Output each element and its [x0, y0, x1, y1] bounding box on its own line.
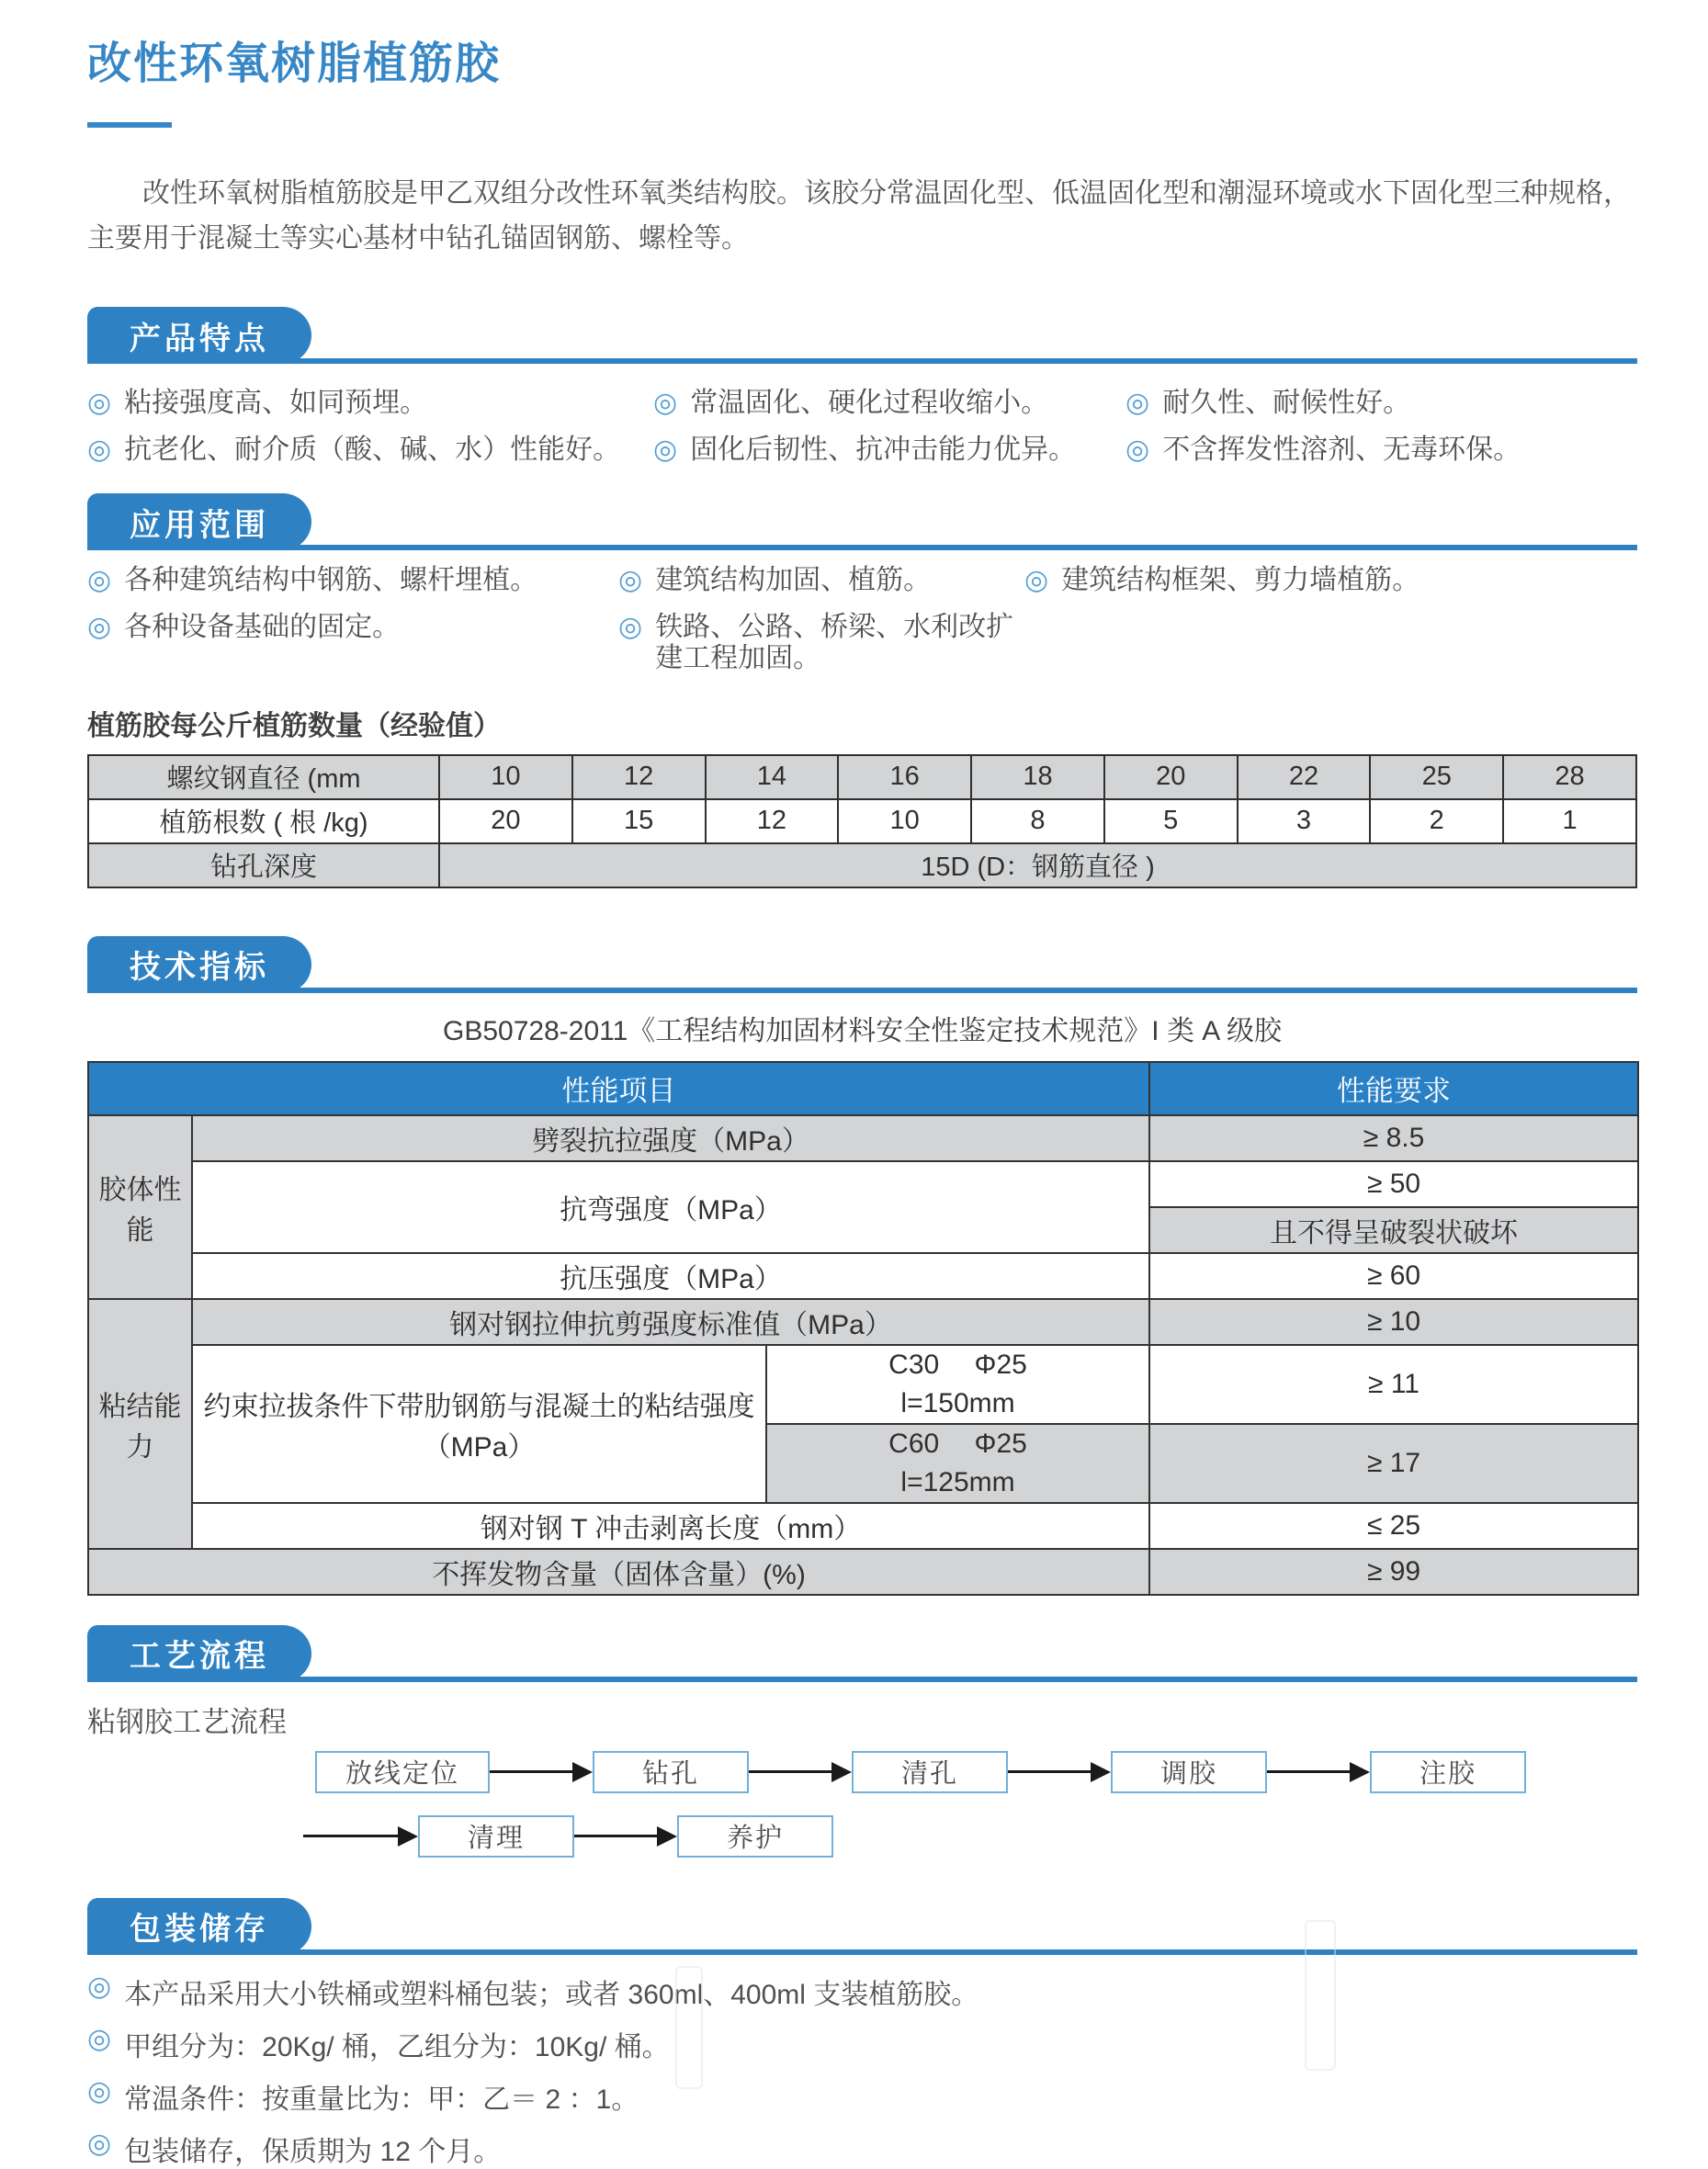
- condition-line: l=150mm: [900, 1387, 1015, 1418]
- rebar-diameter-value: 25: [1370, 755, 1503, 799]
- rebar-count-label: 植筋根数 ( 根 /kg): [88, 799, 439, 843]
- rebar-diameter-value: 14: [706, 755, 839, 799]
- page-title: 改性环氧树脂植筋胶: [87, 40, 502, 88]
- process-flow-row-1: [315, 1751, 1637, 1793]
- rebar-diameter-value: 18: [971, 755, 1104, 799]
- feature-text: 耐久性、耐候性好。: [1162, 388, 1411, 419]
- flow-step: 钻孔: [593, 1751, 749, 1793]
- list-item: [618, 612, 1024, 675]
- bullseye-bullet-icon: ◎: [87, 434, 112, 465]
- section-underline: [87, 988, 1637, 993]
- application-text: 建筑结构加固、植筋。: [655, 565, 932, 596]
- list-item: [618, 565, 1024, 597]
- condition-line: l=125mm: [900, 1466, 1015, 1497]
- rebar-count-value: 10: [838, 799, 971, 843]
- property-label: 抗弯强度（MPa）: [192, 1161, 1149, 1253]
- bullseye-bullet-icon: ◎: [87, 2075, 112, 2107]
- table-row: [88, 1115, 1638, 1161]
- section-header-features: [87, 301, 1637, 364]
- list-item: [1024, 565, 1637, 597]
- section-header-process: [87, 1620, 1637, 1682]
- property-label: 钢对钢拉伸抗剪强度标准值（MPa）: [192, 1299, 1149, 1345]
- title-underline: [87, 122, 172, 128]
- intro-paragraph: 改性环氧树脂植筋胶是甲乙双组分改性环氧类结构胶。该胶分常温固化型、低温固化型和潮湿环境或水下固化型三种规格，主要用于混凝土等实心基材中钻孔锚固钢筋、螺栓等。: [87, 178, 1631, 254]
- col-header-item: 性能项目: [88, 1062, 1149, 1115]
- rebar-diameter-value: 10: [439, 755, 572, 799]
- bullseye-bullet-icon: ◎: [87, 388, 112, 419]
- bullseye-bullet-icon: ◎: [1024, 565, 1049, 596]
- bullseye-bullet-icon: ◎: [87, 1971, 112, 2002]
- col-header-requirement: 性能要求: [1149, 1062, 1638, 1115]
- list-item: [87, 388, 653, 420]
- process-flow-row-2: [303, 1815, 1637, 1858]
- section-tab-process: [87, 1625, 311, 1682]
- faint-watermark: [675, 1966, 703, 2089]
- bullseye-bullet-icon: ◎: [653, 388, 678, 419]
- section-tab-features: [87, 307, 311, 364]
- arrow-right-icon: [749, 1770, 831, 1773]
- section-header-packaging: [87, 1892, 1637, 1955]
- rebar-table-title: 植筋胶每公斤植筋数量（经验值）: [87, 710, 501, 741]
- feature-text: 固化后韧性、抗冲击能力优异。: [690, 434, 1077, 465]
- tech-standard-caption: GB50728-2011《工程结构加固材料安全性鉴定技术规范》I 类 A 级胶: [443, 1015, 1282, 1046]
- feature-text: 常温固化、硬化过程收缩小。: [690, 388, 1049, 419]
- rebar-count-value: 5: [1104, 799, 1238, 843]
- section-tab-applications: [87, 493, 311, 550]
- requirement-value: ≥ 8.5: [1149, 1115, 1638, 1161]
- packaging-text: 本产品采用大小铁桶或塑料桶包装；或者 360ml、400ml 支装植筋胶。: [124, 1979, 979, 2010]
- faint-watermark: [1305, 1920, 1336, 2071]
- table-header-row: [88, 1062, 1638, 1115]
- application-text: 铁路、公路、桥梁、水利改扩建工程加固。: [655, 611, 1014, 674]
- requirement-value: ≤ 25: [1149, 1503, 1638, 1549]
- table-row: [88, 1503, 1638, 1549]
- table-row: [88, 799, 1636, 843]
- rebar-diameter-value: 16: [838, 755, 971, 799]
- requirement-value: ≥ 10: [1149, 1299, 1638, 1345]
- list-item: [87, 565, 618, 597]
- list-item: [87, 612, 618, 675]
- rebar-count-value: 1: [1503, 799, 1636, 843]
- rebar-count-table: [87, 754, 1637, 888]
- condition-line: C60 Φ25: [888, 1428, 1027, 1459]
- features-list: [87, 388, 1637, 466]
- test-condition: [766, 1345, 1149, 1424]
- list-item: [87, 2129, 1637, 2169]
- section-underline: [87, 1949, 1637, 1955]
- arrow-right-icon: [1008, 1770, 1091, 1773]
- rebar-diameter-value: 22: [1238, 755, 1371, 799]
- tech-spec-table: [87, 1061, 1639, 1596]
- section-title-applications: 应用范围: [130, 507, 269, 543]
- bullseye-bullet-icon: ◎: [618, 565, 643, 596]
- table-row: [88, 843, 1636, 887]
- bullseye-bullet-icon: ◎: [618, 611, 643, 642]
- test-condition: [766, 1424, 1149, 1503]
- section-tab-tech: [87, 936, 311, 993]
- group-label-bonding-capacity: 粘结能力: [88, 1299, 192, 1549]
- table-row: [88, 1161, 1638, 1207]
- arrow-right-icon: [490, 1770, 572, 1773]
- section-header-applications: [87, 488, 1637, 550]
- property-label: 不挥发物含量（固体含量）(%): [88, 1549, 1149, 1595]
- flow-step: 清孔: [852, 1751, 1008, 1793]
- packaging-list: [87, 1971, 1637, 2169]
- bullseye-bullet-icon: ◎: [1125, 388, 1150, 419]
- section-underline: [87, 545, 1637, 550]
- rebar-count-value: 12: [706, 799, 839, 843]
- section-tab-packaging: [87, 1898, 311, 1955]
- bullseye-bullet-icon: ◎: [87, 565, 112, 596]
- drill-depth-label: 钻孔深度: [88, 843, 439, 887]
- table-row: [88, 755, 1636, 799]
- section-underline: [87, 358, 1637, 364]
- application-text: 建筑结构框架、剪力墙植筋。: [1061, 565, 1420, 596]
- requirement-value: ≥ 99: [1149, 1549, 1638, 1595]
- packaging-text: 常温条件：按重量比为：甲：乙＝ 2 ：1。: [124, 2084, 639, 2115]
- property-label: 抗压强度（MPa）: [192, 1253, 1149, 1299]
- section-header-tech: [87, 931, 1637, 993]
- flow-step: 清理: [418, 1815, 574, 1858]
- rebar-count-value: 8: [971, 799, 1104, 843]
- list-item: [1125, 435, 1637, 467]
- requirement-value: ≥ 50: [1149, 1161, 1638, 1207]
- table-row: [88, 1345, 1638, 1424]
- rebar-diameter-value: 12: [572, 755, 706, 799]
- application-text: 各种设备基础的固定。: [124, 611, 401, 642]
- rebar-diameter-value: 20: [1104, 755, 1238, 799]
- condition-line: C30 Φ25: [888, 1349, 1027, 1380]
- group-label-adhesive-properties: 胶体性能: [88, 1115, 192, 1299]
- applications-list: [87, 565, 1637, 675]
- arrow-right-icon: [1267, 1770, 1350, 1773]
- section-underline: [87, 1677, 1637, 1682]
- arrow-right-icon: [303, 1835, 398, 1837]
- list-item: [87, 1971, 1637, 2012]
- section-title-packaging: 包装储存: [130, 1912, 269, 1948]
- flow-step: 放线定位: [315, 1751, 490, 1793]
- bullseye-bullet-icon: ◎: [1125, 434, 1150, 465]
- requirement-value: ≥ 11: [1149, 1345, 1638, 1424]
- flow-step: 注胶: [1370, 1751, 1526, 1793]
- list-item: [653, 435, 1125, 467]
- content-area: [87, 0, 1637, 2169]
- list-item: [87, 435, 653, 467]
- feature-text: 不含挥发性溶剂、无毒环保。: [1162, 434, 1521, 465]
- bullseye-bullet-icon: ◎: [87, 2023, 112, 2054]
- list-item: [653, 388, 1125, 420]
- drill-depth-value: 15D (D：钢筋直径 ): [439, 843, 1636, 887]
- rebar-count-value: 15: [572, 799, 706, 843]
- bullseye-bullet-icon: ◎: [87, 611, 112, 642]
- requirement-value: ≥ 17: [1149, 1424, 1638, 1503]
- requirement-note: 且不得呈破裂状破坏: [1149, 1207, 1638, 1253]
- arrow-right-icon: [574, 1835, 657, 1837]
- table-row: [88, 1253, 1638, 1299]
- list-item: [87, 2076, 1637, 2117]
- packaging-text: 甲组分为：20Kg/ 桶，乙组分为：10Kg/ 桶。: [124, 2031, 670, 2062]
- feature-text: 粘接强度高、如同预埋。: [124, 388, 428, 419]
- rebar-count-value: 2: [1370, 799, 1503, 843]
- section-title-process: 工艺流程: [130, 1639, 269, 1675]
- bullseye-bullet-icon: ◎: [653, 434, 678, 465]
- property-label: 约束拉拔条件下带肋钢筋与混凝土的粘结强度（MPa）: [192, 1345, 766, 1503]
- section-title-features: 产品特点: [130, 321, 269, 356]
- rebar-diameter-label: 螺纹钢直径 (mm: [88, 755, 439, 799]
- application-text: 各种建筑结构中钢筋、螺杆埋植。: [124, 565, 538, 596]
- rebar-count-value: 20: [439, 799, 572, 843]
- list-item: [1125, 388, 1637, 420]
- rebar-count-value: 3: [1238, 799, 1371, 843]
- requirement-value: ≥ 60: [1149, 1253, 1638, 1299]
- packaging-text: 包装储存，保质期为 12 个月。: [124, 2136, 502, 2167]
- section-title-tech: 技术指标: [130, 950, 269, 986]
- flow-step: 养护: [677, 1815, 833, 1858]
- rebar-diameter-value: 28: [1503, 755, 1636, 799]
- flow-step: 调胶: [1111, 1751, 1267, 1793]
- bullseye-bullet-icon: ◎: [87, 2128, 112, 2159]
- process-flow-label: 粘钢胶工艺流程: [87, 1705, 287, 1738]
- feature-text: 抗老化、耐介质（酸、碱、水）性能好。: [124, 434, 621, 465]
- property-label: 钢对钢 T 冲击剥离长度（mm）: [192, 1503, 1149, 1549]
- property-label: 劈裂抗拉强度（MPa）: [192, 1115, 1149, 1161]
- table-row: [88, 1299, 1638, 1345]
- table-row: [88, 1549, 1638, 1595]
- list-item: [87, 2024, 1637, 2064]
